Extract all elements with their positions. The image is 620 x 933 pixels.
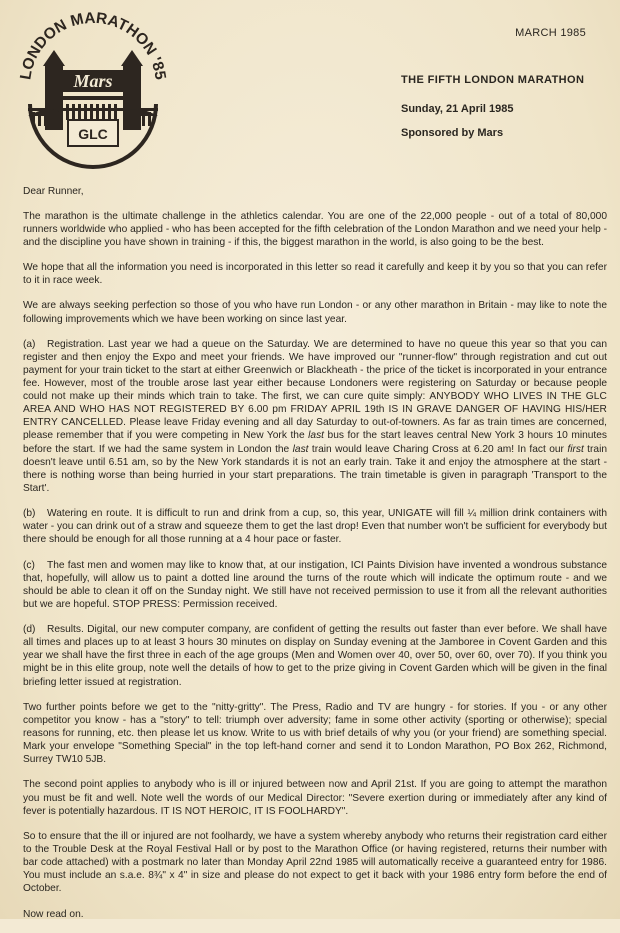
- logo-badge: GLC: [78, 126, 108, 142]
- item-label-d: (d): [23, 624, 36, 636]
- paragraph-registration: (a) Registration. Last year we had a queue on the Saturday. We are determined to have no queue this year so that you can register and then enjoy the Expo and meet your friends. We have improved our "runner-flow" through registration and cut out payment for your train ticket to the start at either Greenwich or Blackheath - the price of the ticket is incorporated in your entrance fee. However, most of the trouble arose last year either because Londoners were registering on Saturday or because people could not make up their minds which train to take. The first, we can cure quite simply: ANYBODY WHO LIVES IN THE GLC AREA AND WHO HAS NOT REGISTERED BY 6.00 pm FRIDAY APRIL 19th IS IN GRAVE DANGER OF HAVING HIS/HER ENTRY CANCELLED. Please leave Friday evening and all day Saturday to out-of-towners. As far as train times are concerned, please remember that if you were competing in New York the last bus for the start leaves central New York 3 hours 10 minutes before the start. If we had the same system in London the last train would leave Charing Cross at 6.20 am! In fact our first train doesn't leave until 6.51 am, so by the New York standards it is not an early train. Take it and enjoy the atmosphere at the start - there is nothing worse than being hurried in your start preparations. The train timetable is given in paragraph 'Transport to the Start'.: [23, 338, 608, 494]
- letter-body: [23, 185, 607, 933]
- paragraph-results: (d) Results. Digital, our new computer company, are confident of getting the results out faster than ever before. We shall have all times and places up to at least 3 hours 30 minutes on display on Sunday evening at the Jamboree in Covent Garden and this year we shall have the first three in each of the age groups (Men and Women over 40, over 50, over 60, over 70). If you think you might be in this elite group, note well the details of how to get to the prize giving in Covent Garden which will be given in the final briefing letter issued at registration.: [23, 624, 607, 688]
- sponsor-line: Sponsored by Mars: [401, 127, 504, 139]
- paragraph-intro: The marathon is the ultimate challenge in the athletics calendar. You are one of the 22,000 people - out of a total of 80,000 runners worldwide who applied - who has been accepted for the fifth celebration of the London Marathon and we need your help - and the discipline you have shown in training - if this, the biggest marathon in the world, is also going to be the best.: [23, 210, 607, 248]
- closing-line: Now read on.: [23, 908, 84, 920]
- london-marathon-logo: [8, 4, 178, 174]
- paragraph-improvements: We are always seeking perfection so those of you who have run London - or any other marathon in Britain - may like to note the following improvements which we have been working on since last year.: [23, 300, 607, 325]
- paragraph-dotted-line: (c) The fast men and women may like to know that, at our instigation, ICI Paints Division have invented a wondrous substance that, hopefully, will allow us to paint a dotted line around the turns of the route which will indicate the optimum route - and we should be able to clean it off on the Sunday night. We still have not received permission to use it from all the relevant authorities but we are hopeful. STOP PRESS: Permission received.: [23, 559, 607, 610]
- letter-date: MARCH 1985: [515, 27, 586, 39]
- paragraph-watering: (b) Watering en route. It is difficult to run and drink from a cup, so, this year, UNIGATE will fill ¼ million drink containers with water - you can drink out of a straw and squeeze them to get the last drop! Even that number won't be sufficient for everybody but there should be enough for all those running at a 4 hour pace or faster.: [23, 508, 607, 546]
- event-date: Sunday, 21 April 1985: [401, 103, 514, 115]
- paragraph-press: Two further points before we get to the "nitty-gritty". The Press, Radio and TV are hungry - for stories. If you - or any other competitor you know - has a "story" to tell: triumph over adversity; fame in some other activity (sporting or otherwise); special reasons for running, etc. then please let us know. Write to us with brief details of why you (or your friend) are something special. Mark your envelope "Something Special" in the top left-hand corner and send it to London Marathon, PO Box 262, Richmond, Surrey TW10 5JB.: [23, 701, 607, 766]
- item-label-b: (b): [23, 508, 36, 520]
- paragraph-illness: The second point applies to anybody who is ill or injured between now and April 21st. If you are going to attempt the marathon you must be fit and well. Note well the words of our Medical Director: "Severe exertion during or immediately after any kind of fever is potentially hazardous. IT IS NOT HEROIC, IT IS FOOLHARDY".: [23, 779, 607, 817]
- paragraph-guaranteed-entry: So to ensure that the ill or injured are not foolhardy, we have a system whereby anybody who returns their registration card either to the Trouble Desk at the Royal Festival Hall or by post to the Marathon Office (or having registered, returns their number with bar code attached) with a postmark no later than Monday April 22nd 1985 will automatically receive a guaranteed entry for 1986. You must include an s.a.e. 8¾" x 4" in size and please do not expect to get it back with your 1986 entry form before the end of October.: [23, 830, 607, 895]
- salutation: Dear Runner,: [23, 186, 84, 197]
- item-label-c: (c): [23, 559, 35, 571]
- event-title: THE FIFTH LONDON MARATHON: [401, 74, 585, 86]
- logo-arc-text: LONDON MARATHON '85: [17, 9, 169, 81]
- logo-brand: Mars: [73, 71, 113, 91]
- paragraph-keep-letter: We hope that all the information you need is incorporated in this letter so read it carefully and keep it by you so that you can refer to it in race week.: [23, 262, 607, 287]
- registration-warning: ANYBODY WHO LIVES IN THE GLC AREA AND WHO HAS NOT REGISTERED BY 6.00 pm FRIDAY APRIL 19th IS IN GRAVE DANGER OF HAVING HIS/HER ENTRY CANCELLED.: [23, 391, 607, 429]
- item-label-a: (a): [23, 338, 36, 350]
